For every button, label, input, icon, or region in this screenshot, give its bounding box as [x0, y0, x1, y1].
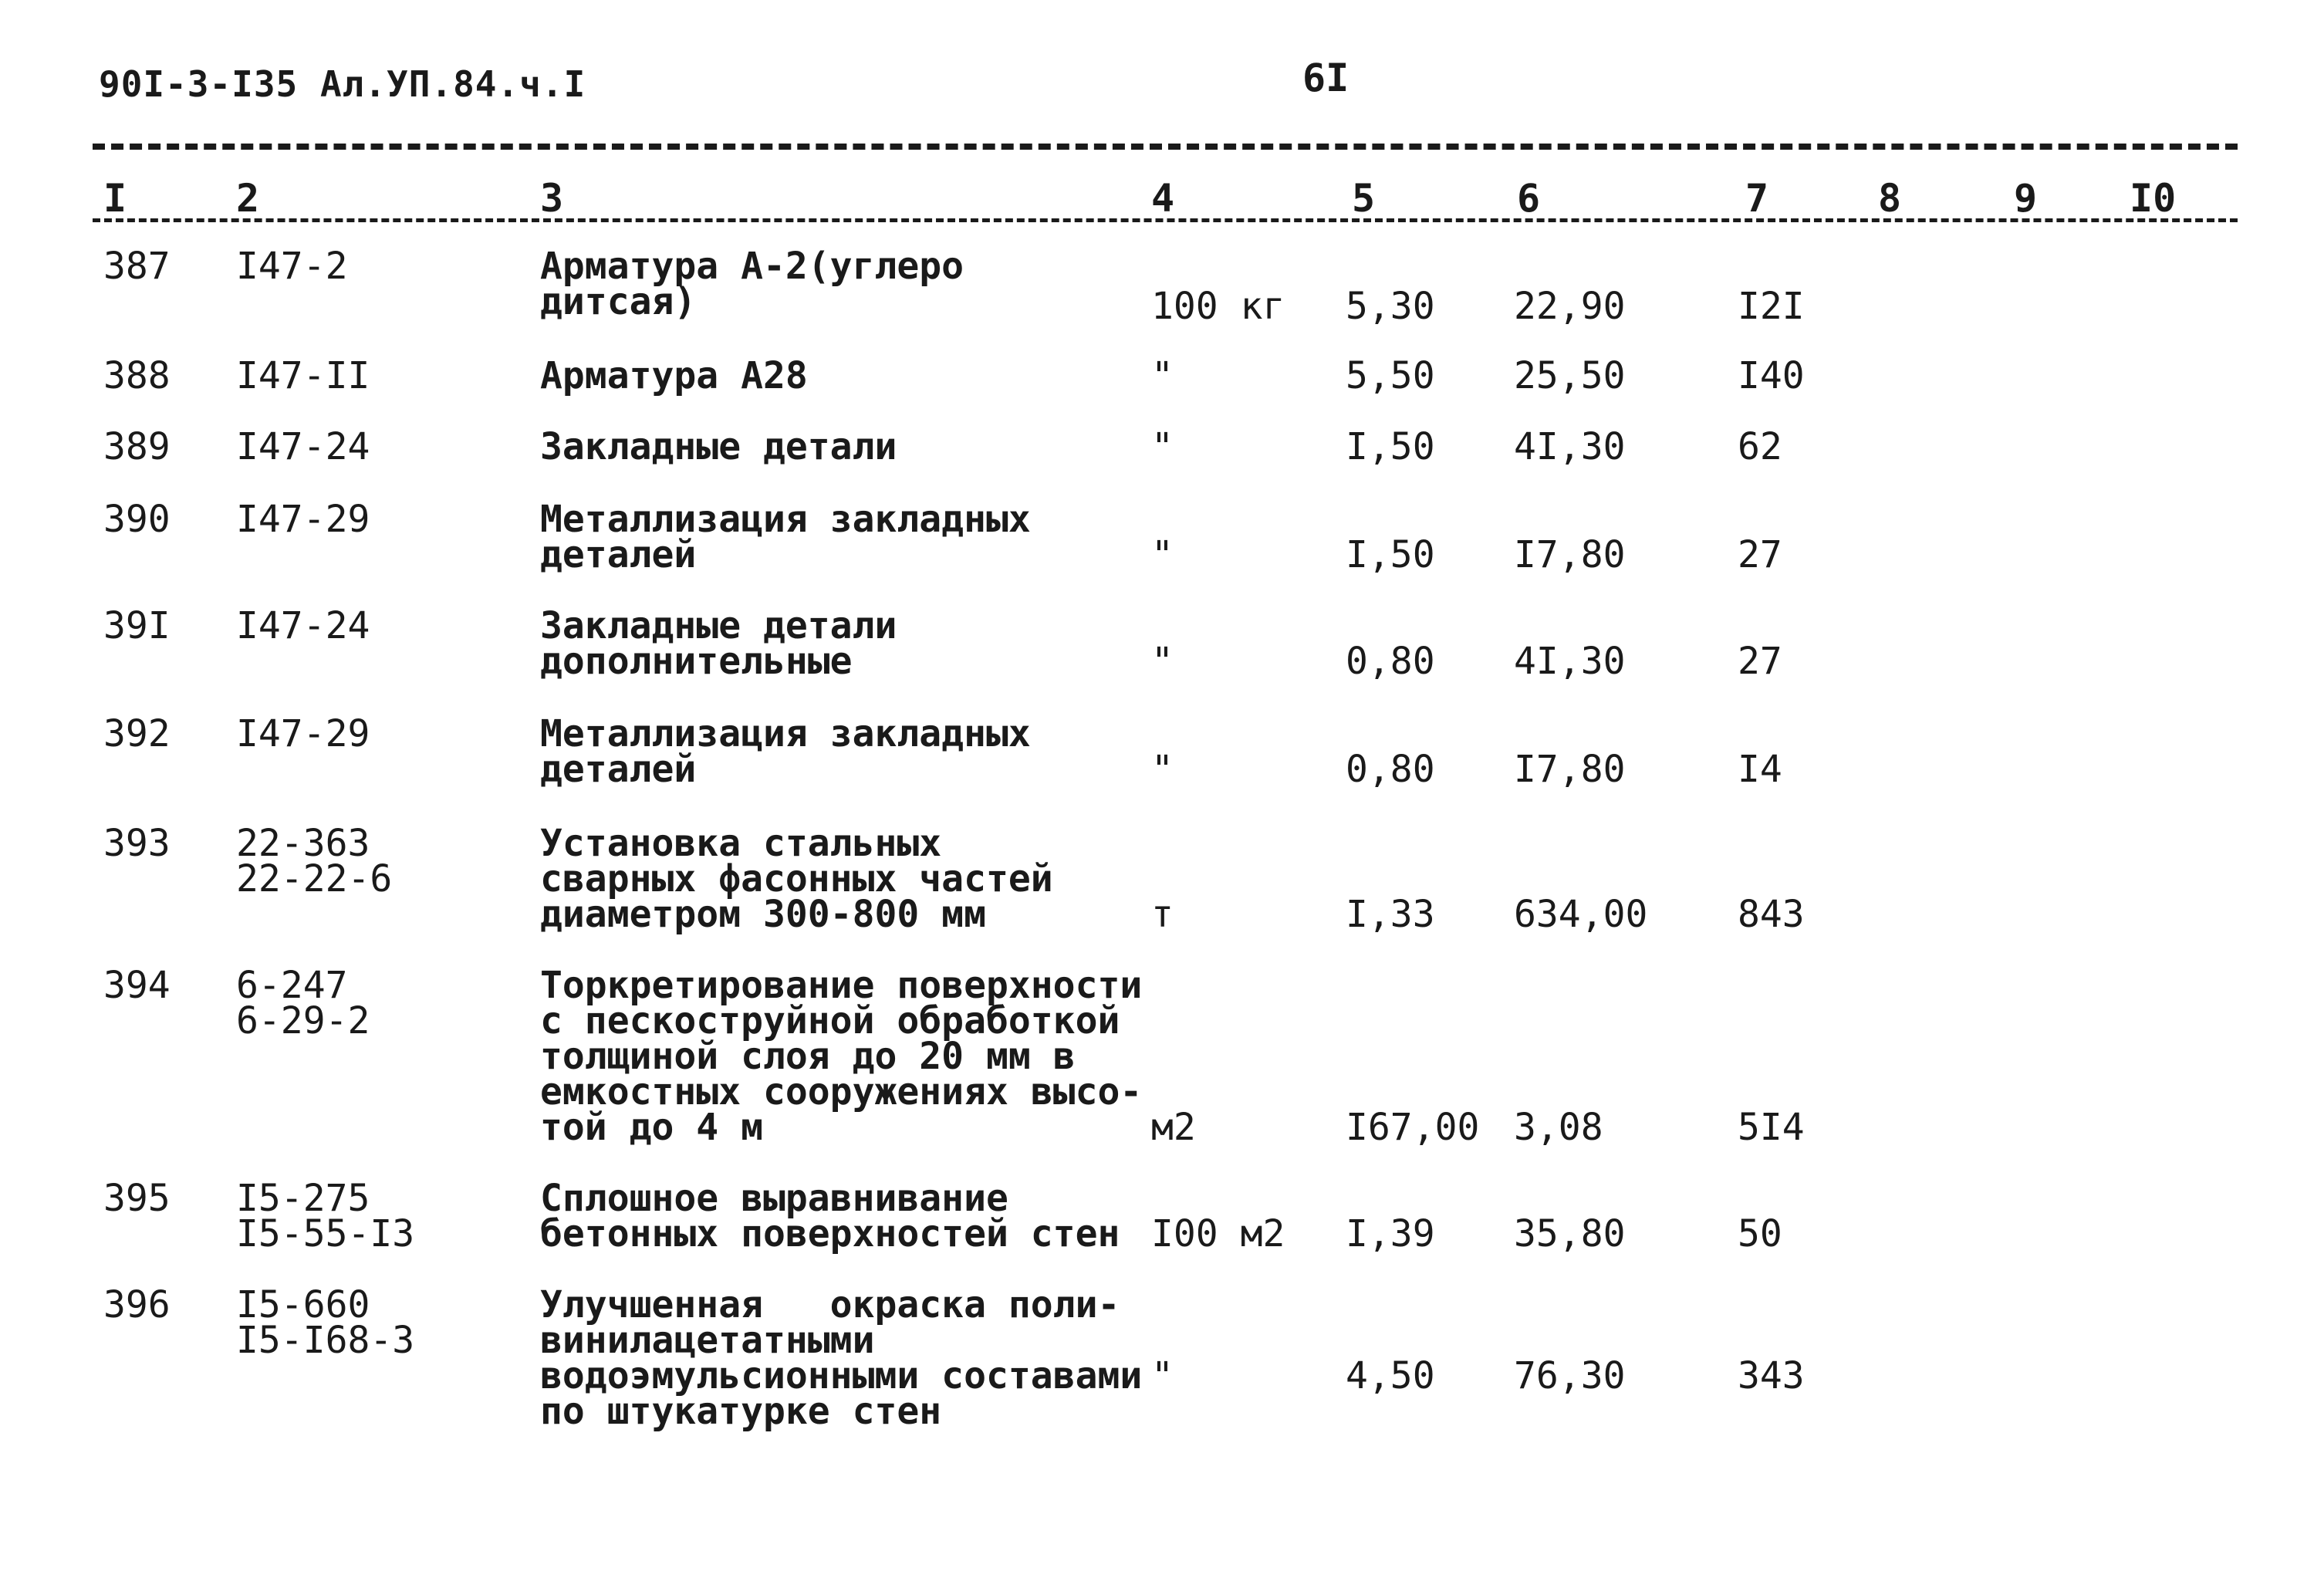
row-name: Улучшенная окраска поли- винилацетатными водоэмульсионными составами по штукатурке стен	[540, 1283, 1143, 1433]
row-code: I47-24	[236, 425, 370, 468]
row-number: 394	[103, 964, 171, 1007]
row-price: I7,80	[1514, 748, 1626, 791]
row-number: 389	[103, 425, 171, 468]
row-price: 634,00	[1514, 893, 1648, 936]
column-header-2: 2	[236, 176, 260, 221]
row-unit: "	[1151, 748, 1174, 791]
row-code: I47-2	[236, 245, 348, 288]
row-sum: 5I4	[1738, 1106, 1805, 1149]
row-price: 35,80	[1514, 1212, 1626, 1255]
column-header-3: 3	[540, 176, 564, 221]
row-quantity: I67,00	[1346, 1106, 1480, 1149]
column-header-5: 5	[1352, 176, 1376, 221]
row-sum: 843	[1738, 893, 1805, 936]
row-price: 4I,30	[1514, 640, 1626, 683]
row-name: Установка стальных сварных фасонных частей диаметром 300-800 мм	[540, 822, 1053, 936]
row-number: 387	[103, 245, 171, 288]
column-header-9: 9	[2014, 176, 2038, 221]
row-price: 22,90	[1514, 285, 1626, 328]
row-unit: "	[1151, 640, 1174, 683]
row-sum: I4	[1738, 748, 1782, 791]
row-code: I47-24	[236, 604, 370, 647]
row-quantity: 5,30	[1346, 285, 1435, 328]
header-divider	[93, 144, 2238, 150]
row-number: 392	[103, 712, 171, 755]
row-number: 39I	[103, 604, 171, 647]
row-number: 396	[103, 1283, 171, 1326]
row-unit: "	[1151, 354, 1174, 397]
row-sum: 62	[1738, 425, 1782, 468]
row-sum: 50	[1738, 1212, 1782, 1255]
row-price: 25,50	[1514, 354, 1626, 397]
row-price: 4I,30	[1514, 425, 1626, 468]
row-name: Арматура А28	[540, 354, 808, 397]
row-name: Арматура А-2(углеро дитсая)	[540, 245, 964, 323]
row-sum: 27	[1738, 533, 1782, 576]
row-number: 390	[103, 498, 171, 541]
row-name: Металлизация закладных деталей	[540, 712, 1031, 791]
row-sum: 27	[1738, 640, 1782, 683]
row-quantity: 0,80	[1346, 640, 1435, 683]
row-code: 22-363 22-22-6	[236, 822, 393, 901]
row-code: I5-660 I5-I68-3	[236, 1283, 415, 1362]
row-code: I47-29	[236, 712, 370, 755]
column-header-7: 7	[1745, 176, 1769, 221]
row-price: 3,08	[1514, 1106, 1603, 1149]
row-unit: т	[1151, 893, 1174, 936]
row-number: 395	[103, 1177, 171, 1220]
row-price: 76,30	[1514, 1354, 1626, 1397]
row-unit: "	[1151, 533, 1174, 576]
row-quantity: 5,50	[1346, 354, 1435, 397]
row-price: I7,80	[1514, 533, 1626, 576]
row-name: Сплошное выравнивание бетонных поверхностей стен	[540, 1177, 1120, 1255]
row-unit: м2	[1151, 1106, 1196, 1149]
column-header-1: I	[103, 176, 127, 221]
row-number: 393	[103, 822, 171, 865]
row-name: Закладные детали	[540, 425, 897, 468]
row-sum: I2I	[1738, 285, 1805, 328]
row-unit: "	[1151, 425, 1174, 468]
row-quantity: I,39	[1346, 1212, 1435, 1255]
column-header-6: 6	[1517, 176, 1541, 221]
column-header-8: 8	[1878, 176, 1902, 221]
row-code: I47-II	[236, 354, 370, 397]
column-header-underline	[93, 218, 2238, 222]
row-name: Металлизация закладных деталей	[540, 498, 1031, 576]
row-sum: 343	[1738, 1354, 1805, 1397]
column-header-10: I0	[2130, 176, 2177, 221]
row-quantity: 0,80	[1346, 748, 1435, 791]
row-code: I47-29	[236, 498, 370, 541]
row-quantity: 4,50	[1346, 1354, 1435, 1397]
row-unit: "	[1151, 1354, 1174, 1397]
page-number: 6I	[1302, 56, 1349, 100]
row-name: Торкретирование поверхности с пескоструйной обработкой толщиной слоя до 20 мм в емкостных сооружениях высо- той до 4 м	[540, 964, 1143, 1149]
row-code: 6-247 6-29-2	[236, 964, 370, 1042]
row-sum: I40	[1738, 354, 1805, 397]
document-code: 90I-3-I35 Ал.УП.84.ч.I	[99, 63, 586, 105]
column-header-4: 4	[1151, 176, 1175, 221]
row-code: I5-275 I5-55-I3	[236, 1177, 415, 1255]
row-quantity: I,50	[1346, 425, 1435, 468]
row-quantity: I,33	[1346, 893, 1435, 936]
row-unit: 100 кг	[1151, 285, 1285, 328]
row-unit: I00 м2	[1151, 1212, 1285, 1255]
row-quantity: I,50	[1346, 533, 1435, 576]
row-name: Закладные детали дополнительные	[540, 604, 897, 683]
row-number: 388	[103, 354, 171, 397]
